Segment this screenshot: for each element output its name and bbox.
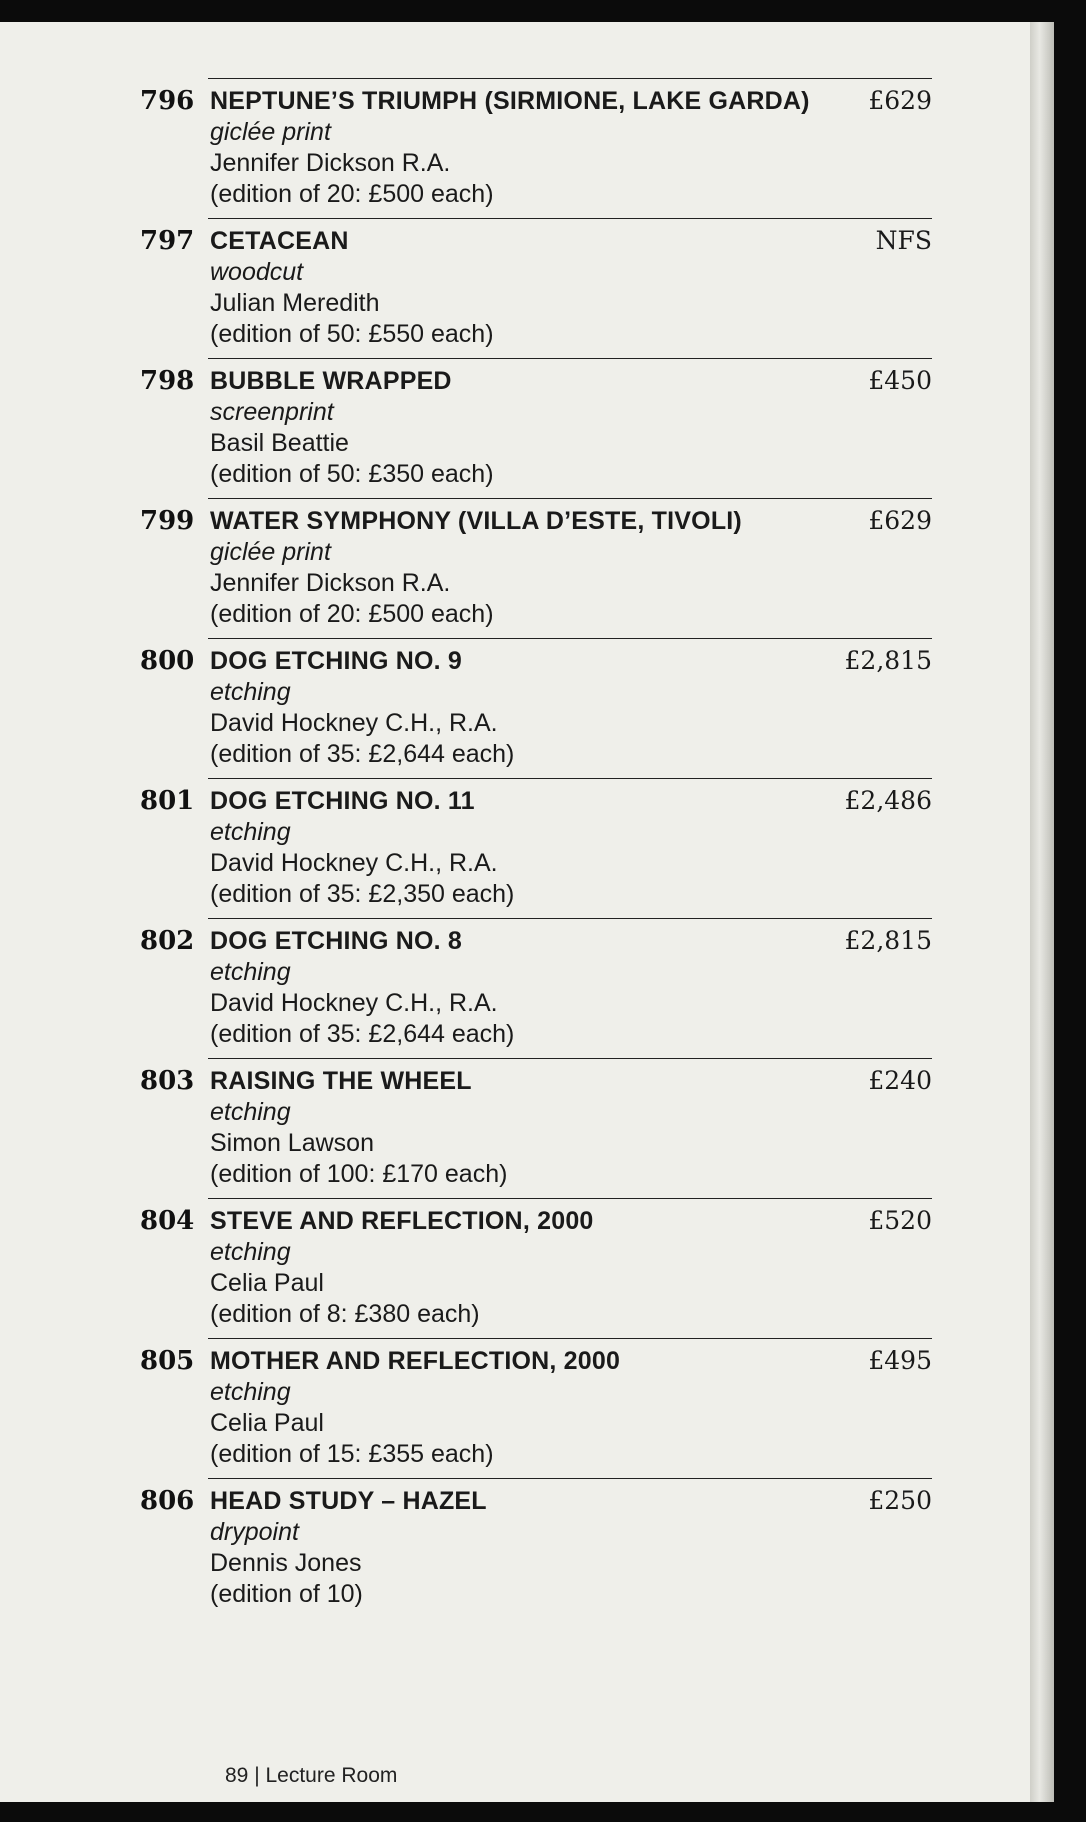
entry-rule bbox=[208, 1198, 932, 1199]
entry-edition: (edition of 35: £2,644 each) bbox=[210, 1020, 515, 1048]
entry-price: £2,815 bbox=[844, 646, 932, 675]
entry-number: 797 bbox=[140, 226, 195, 256]
entry-edition: (edition of 20: £500 each) bbox=[210, 180, 494, 208]
catalogue-entry bbox=[140, 1478, 940, 1618]
entry-edition: (edition of 35: £2,644 each) bbox=[210, 740, 515, 768]
entry-rule bbox=[208, 918, 932, 919]
entry-medium: etching bbox=[210, 1098, 291, 1126]
entry-price: £629 bbox=[868, 506, 932, 535]
catalogue-entry bbox=[140, 638, 940, 778]
entry-medium: giclée print bbox=[210, 538, 331, 566]
entry-artist: Celia Paul bbox=[210, 1269, 324, 1297]
entry-artist: Basil Beattie bbox=[210, 429, 349, 457]
entry-price: £495 bbox=[868, 1346, 932, 1375]
catalogue-entry bbox=[140, 918, 940, 1058]
entry-medium: etching bbox=[210, 818, 291, 846]
entry-rule bbox=[208, 638, 932, 639]
catalogue-entry bbox=[140, 1198, 940, 1338]
catalogue-entry bbox=[140, 218, 940, 358]
entry-edition: (edition of 100: £170 each) bbox=[210, 1160, 508, 1188]
entry-price: £520 bbox=[868, 1206, 932, 1235]
entry-title: BUBBLE WRAPPED bbox=[210, 367, 452, 395]
entry-edition: (edition of 10) bbox=[210, 1580, 363, 1608]
catalogue-entry bbox=[140, 1338, 940, 1478]
entry-title: RAISING THE WHEEL bbox=[210, 1067, 472, 1095]
entry-rule bbox=[208, 218, 932, 219]
entry-artist: Julian Meredith bbox=[210, 289, 380, 317]
entry-title: WATER SYMPHONY (VILLA D’ESTE, TIVOLI) bbox=[210, 507, 742, 535]
entry-edition: (edition of 50: £550 each) bbox=[210, 320, 494, 348]
entry-rule bbox=[208, 778, 932, 779]
entry-artist: David Hockney C.H., R.A. bbox=[210, 849, 498, 877]
entry-artist: David Hockney C.H., R.A. bbox=[210, 989, 498, 1017]
entry-price: £450 bbox=[868, 366, 932, 395]
catalogue-entry bbox=[140, 358, 940, 498]
entry-artist: Jennifer Dickson R.A. bbox=[210, 149, 451, 177]
entry-edition: (edition of 15: £355 each) bbox=[210, 1440, 494, 1468]
entry-number: 798 bbox=[140, 366, 195, 396]
entry-title: NEPTUNE’S TRIUMPH (SIRMIONE, LAKE GARDA) bbox=[210, 87, 810, 115]
entry-artist: Celia Paul bbox=[210, 1409, 324, 1437]
entry-price: £2,486 bbox=[844, 786, 932, 815]
entry-rule bbox=[208, 1058, 932, 1059]
entry-medium: etching bbox=[210, 958, 291, 986]
catalogue-entry bbox=[140, 498, 940, 638]
entry-title: STEVE AND REFLECTION, 2000 bbox=[210, 1207, 594, 1235]
catalogue-entry bbox=[140, 1058, 940, 1198]
entry-title: DOG ETCHING NO. 8 bbox=[210, 927, 463, 955]
page-footer: 89 | Lecture Room bbox=[225, 1764, 398, 1787]
entry-artist: Simon Lawson bbox=[210, 1129, 374, 1157]
entry-title: DOG ETCHING NO. 9 bbox=[210, 647, 463, 675]
entry-edition: (edition of 20: £500 each) bbox=[210, 600, 494, 628]
entry-number: 803 bbox=[140, 1066, 195, 1096]
entry-title: MOTHER AND REFLECTION, 2000 bbox=[210, 1347, 621, 1375]
entry-number: 804 bbox=[140, 1206, 195, 1236]
entry-artist: Jennifer Dickson R.A. bbox=[210, 569, 451, 597]
catalogue-entry bbox=[140, 78, 940, 218]
page-edge bbox=[1030, 22, 1054, 1802]
entry-edition: (edition of 35: £2,350 each) bbox=[210, 880, 515, 908]
entry-price: £250 bbox=[868, 1486, 932, 1515]
catalogue-page bbox=[0, 22, 1030, 1802]
entry-number: 799 bbox=[140, 506, 195, 536]
entry-number: 800 bbox=[140, 646, 195, 676]
entry-number: 806 bbox=[140, 1486, 195, 1516]
catalogue-entry bbox=[140, 778, 940, 918]
entry-artist: Dennis Jones bbox=[210, 1549, 362, 1577]
entry-title: HEAD STUDY – HAZEL bbox=[210, 1487, 487, 1515]
entry-price: £240 bbox=[868, 1066, 932, 1095]
entry-rule bbox=[208, 1338, 932, 1339]
entry-title: DOG ETCHING NO. 11 bbox=[210, 787, 475, 815]
entry-number: 796 bbox=[140, 86, 195, 116]
entry-price: £2,815 bbox=[844, 926, 932, 955]
entry-number: 801 bbox=[140, 786, 195, 816]
entry-medium: woodcut bbox=[210, 258, 304, 286]
entry-price: £629 bbox=[868, 86, 932, 115]
entry-medium: screenprint bbox=[210, 398, 334, 426]
entry-rule bbox=[208, 498, 932, 499]
entry-number: 805 bbox=[140, 1346, 195, 1376]
entry-artist: David Hockney C.H., R.A. bbox=[210, 709, 498, 737]
entry-medium: drypoint bbox=[210, 1518, 299, 1546]
entry-rule bbox=[208, 78, 932, 79]
entry-medium: etching bbox=[210, 1378, 291, 1406]
entry-edition: (edition of 50: £350 each) bbox=[210, 460, 494, 488]
entry-price: NFS bbox=[875, 226, 932, 255]
entry-rule bbox=[208, 358, 932, 359]
entry-medium: etching bbox=[210, 1238, 291, 1266]
entry-medium: giclée print bbox=[210, 118, 331, 146]
entry-title: CETACEAN bbox=[210, 227, 349, 255]
entry-rule bbox=[208, 1478, 932, 1479]
entry-edition: (edition of 8: £380 each) bbox=[210, 1300, 480, 1328]
entry-number: 802 bbox=[140, 926, 195, 956]
entry-medium: etching bbox=[210, 678, 291, 706]
